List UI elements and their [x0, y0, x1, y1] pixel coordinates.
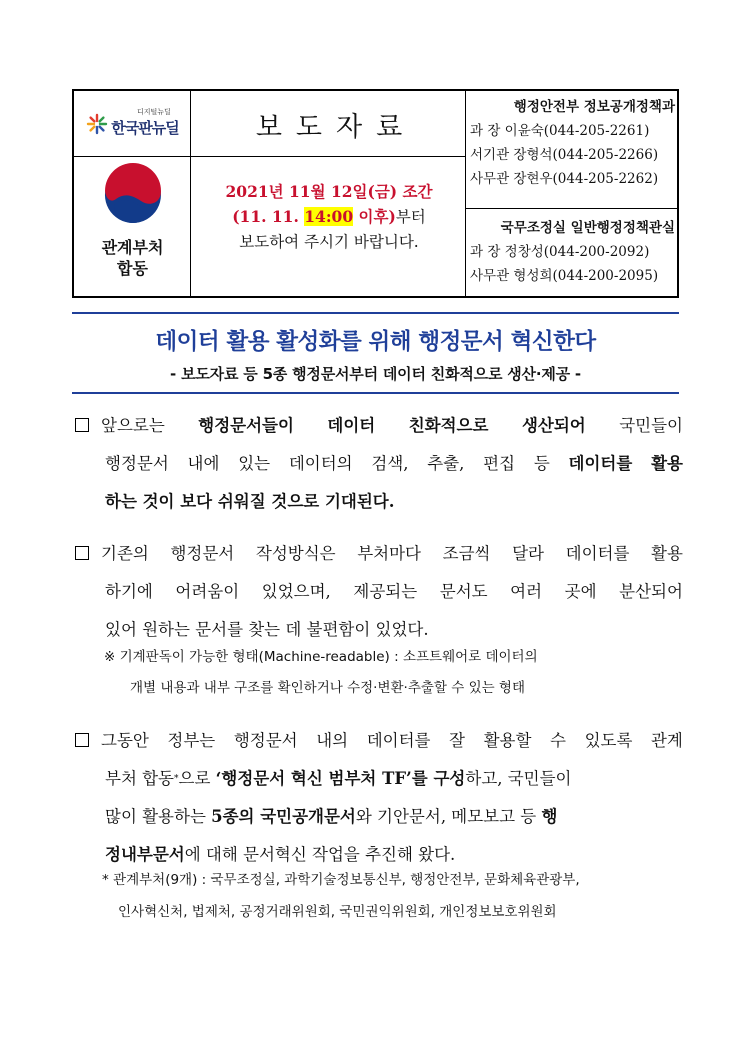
word: 잘 — [449, 731, 465, 750]
word: 앞으로는 — [101, 416, 165, 435]
word: 달라 — [512, 544, 544, 563]
embargo-time-tail: 부터 — [395, 208, 426, 226]
paragraph-line — [75, 760, 683, 798]
text-run: 많이 활용하는 — [105, 807, 212, 826]
word: 데이터를 — [565, 544, 630, 563]
embargo-time-suffix: 이후) — [353, 207, 396, 226]
word: 내의 — [316, 731, 349, 750]
paragraph-line — [75, 798, 683, 836]
bullet-square — [75, 407, 165, 445]
word: 활용 — [651, 544, 683, 563]
word: 데이터를 — [366, 731, 431, 750]
word: 데이터 — [327, 416, 376, 435]
bullet-square — [75, 535, 149, 573]
word: 검색, — [371, 454, 409, 473]
contact-person: 사무관 장현우(044-205-2262) — [470, 171, 659, 187]
word: 문서도 — [439, 582, 488, 601]
headline-title: 데이터 활용 활성화를 위해 행정문서 혁신한다 — [155, 329, 596, 355]
text-run: 으로 — [178, 769, 216, 788]
paragraph-1 — [75, 407, 683, 521]
word: 추출, — [427, 454, 465, 473]
text-run: 부처 합동 — [105, 769, 175, 788]
paragraph-line — [75, 722, 683, 760]
text-run-bold: 정내부문서 — [105, 845, 185, 864]
word: 친화적으로 — [408, 416, 489, 435]
paragraph-line — [75, 573, 683, 611]
embargo-time-line — [192, 204, 466, 230]
word: 활용할 — [483, 731, 532, 750]
text-run: 에 대해 문서혁신 작업을 추진해 왔다. — [184, 845, 456, 864]
word: 국민들이 — [619, 416, 683, 435]
paragraph-text: 있어 원하는 문서를 찾는 데 불편함이 있었다. — [105, 620, 429, 639]
ministry-label-joint: 합동 — [117, 259, 148, 278]
word: 행정문서 — [170, 544, 235, 563]
contact-block-opm — [467, 216, 679, 288]
word: 있었으며, — [261, 582, 331, 601]
footnote-machine-readable — [104, 642, 682, 704]
korean-new-deal-logo — [74, 91, 191, 157]
government-emblem-icon — [102, 163, 164, 231]
word: 데이터의 — [288, 454, 353, 473]
embargo-instruction: 보도하여 주시기 바랍니다. — [239, 233, 419, 251]
logo-name: 한국판뉴딜 — [111, 118, 179, 137]
press-release-header — [72, 89, 679, 298]
word: 제공되는 — [353, 582, 418, 601]
contact-person: 서기관 장형석(044-205-2266) — [470, 147, 659, 163]
text-run: 하고, 국민들이 — [465, 769, 572, 788]
contact-department: 행정안전부 정보공개정책과 — [513, 99, 675, 115]
word: 내에 — [187, 454, 220, 473]
footnote-ministries — [102, 864, 682, 928]
text-run: 와 기안문서, 메모보고 등 — [355, 807, 542, 826]
word: 수 — [550, 731, 566, 750]
paragraph-line — [75, 407, 683, 445]
text-run-bold: 5종의 국민공개문서 — [211, 807, 356, 826]
embargo-time-prefix: (11. 11. — [232, 207, 305, 226]
embargo-time: 14:00 — [304, 207, 354, 226]
footnote-line: 인사혁신처, 법제처, 공정거래위원회, 국민권익위원회, 개인정보보호위원회 — [118, 904, 557, 920]
word: 하기에 — [105, 582, 153, 601]
footnote-line: ※ 기계판독이 가능한 형태(Machine-readable) : 소프트웨어로 데이터의 — [104, 649, 538, 665]
text-run-bold: ‘행정문서 혁신 범부처 TF’를 구성 — [215, 769, 466, 788]
word: 기존의 — [101, 544, 149, 563]
embargo-date: 2021년 11월 12일(금) 조간 — [225, 182, 433, 201]
text-run-bold: 행 — [541, 807, 558, 826]
word: 편집 — [483, 454, 516, 473]
contact-block-mois — [467, 95, 679, 191]
word: 등 — [533, 454, 550, 473]
word: 활용 — [651, 454, 683, 473]
paragraph-line — [75, 535, 683, 573]
paragraph-line — [75, 483, 683, 521]
headline-rule — [72, 392, 679, 394]
ministry-label: 관계부처 — [101, 238, 164, 257]
paragraph-text: 하는 것이 보다 쉬워질 것으로 기대된다. — [105, 492, 395, 511]
contact-department: 국무조정실 일반행정정책관실 — [500, 220, 675, 236]
paragraph-3 — [75, 722, 683, 874]
logo-subtitle: 디지털뉴딜 — [137, 108, 171, 116]
new-deal-star-icon — [86, 113, 108, 135]
word: 여러 — [510, 582, 543, 601]
word: 곳에 — [564, 582, 597, 601]
headline-rule — [72, 312, 679, 314]
word: 행정문서 — [105, 454, 169, 473]
word: 행정문서들이 — [198, 416, 294, 435]
word: 데이터를 — [568, 454, 633, 473]
word: 어려움이 — [175, 582, 240, 601]
word: 그동안 — [101, 731, 149, 750]
footnote-marker: * — [174, 774, 179, 784]
word: 관계 — [650, 731, 683, 750]
contact-person: 사무관 형성희(044-200-2095) — [470, 268, 659, 284]
contact-person: 과 장 정창성(044-200-2092) — [470, 244, 650, 260]
word: 있도록 — [584, 731, 633, 750]
word: 조금씩 — [442, 544, 491, 563]
contact-person: 과 장 이윤숙(044-205-2261) — [470, 123, 650, 139]
embargo-notice — [192, 157, 466, 298]
word: 생산되어 — [521, 416, 586, 435]
paragraph-2 — [75, 535, 683, 649]
word: 있는 — [238, 454, 271, 473]
word: 정부는 — [167, 731, 216, 750]
word: 분산되어 — [619, 582, 683, 601]
footnote-line: * 관계부처(9개) : 국무조정실, 과학기술정보통신부, 행정안전부, 문화체육관광부, — [102, 872, 580, 888]
bullet-square — [75, 722, 149, 760]
government-emblem-cell — [74, 157, 191, 298]
document-type-title: 보도자료 — [255, 111, 417, 143]
word: 행정문서 — [233, 731, 298, 750]
headline-subtitle: - 보도자료 등 5종 행정문서부터 데이터 친화적으로 생산·제공 - — [170, 365, 581, 383]
word: 작성방식은 — [255, 544, 336, 563]
headline-block — [72, 312, 679, 394]
paragraph-line — [75, 445, 683, 483]
word: 부처마다 — [357, 544, 421, 563]
divider — [465, 208, 677, 209]
footnote-line: 개별 내용과 내부 구조를 확인하거나 수정·변환·추출할 수 있는 형태 — [130, 680, 526, 696]
